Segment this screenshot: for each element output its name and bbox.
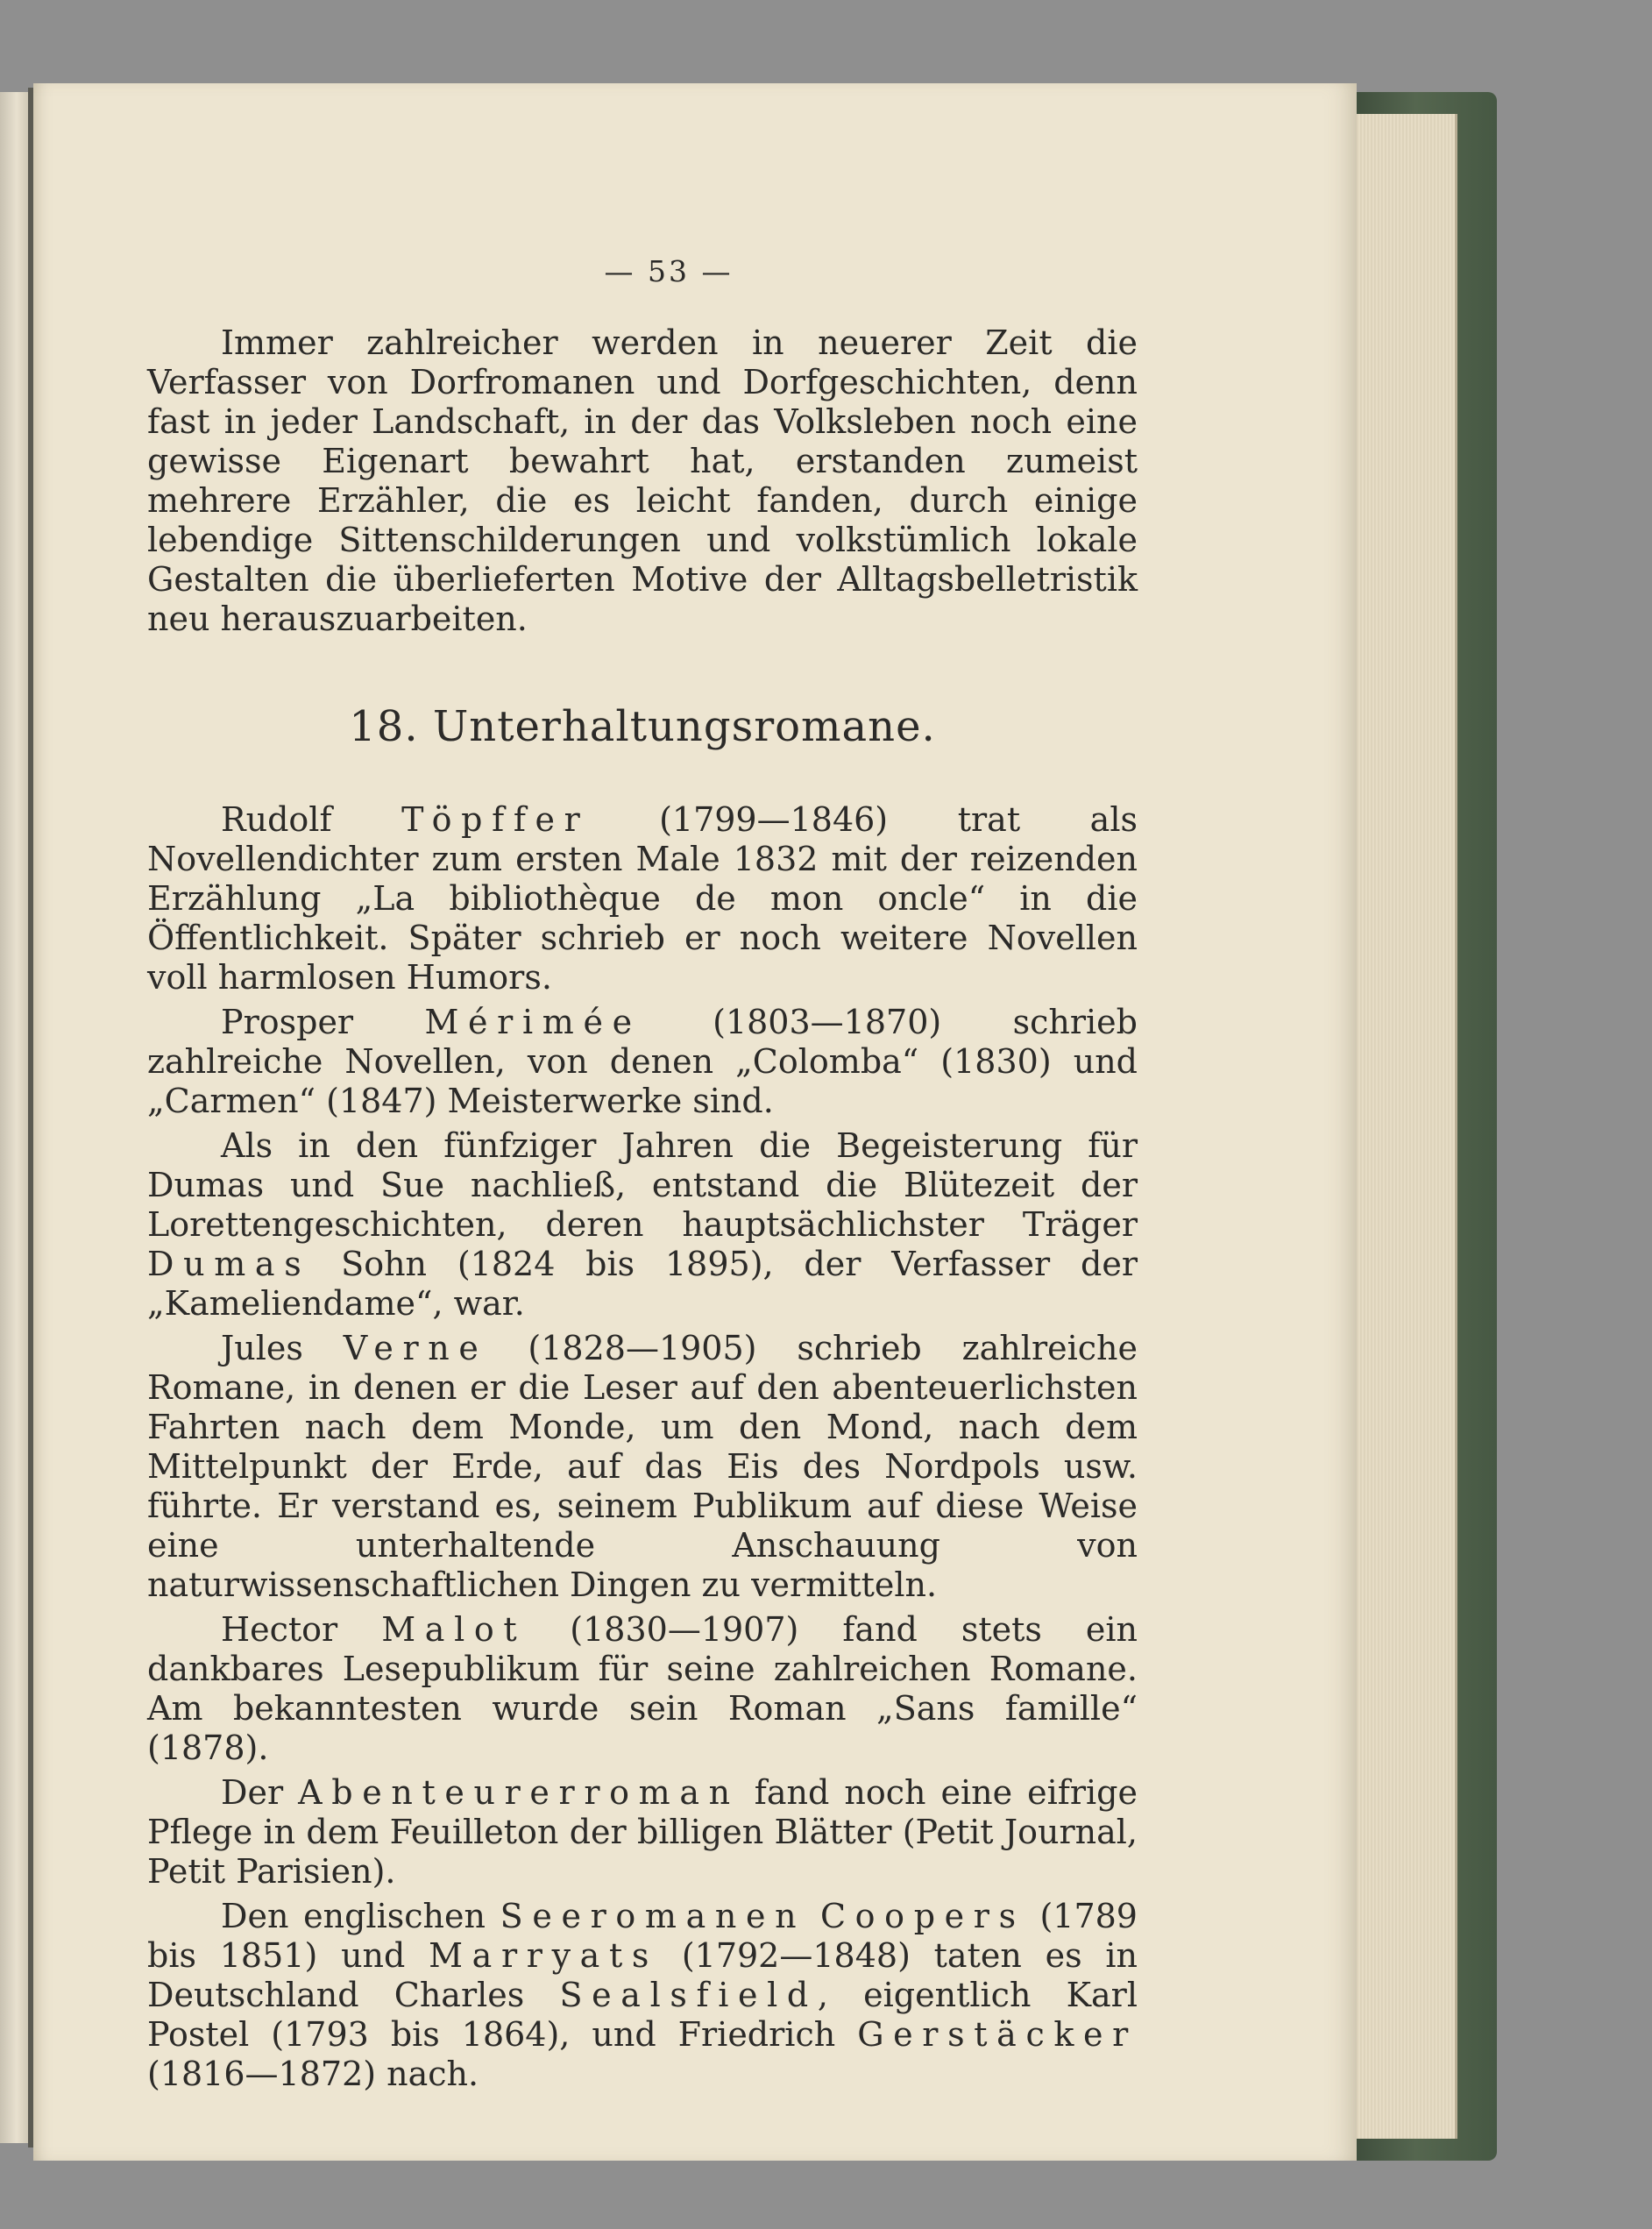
text-run: (1828—1905) schrieb zahlreiche Romane, in denen er die Leser auf den abenteuerlichsten Fahrten nach dem Monde, um den Mond, nach dem Mittelpunkt der Erde, auf das Eis des Nordpols usw. führte. Er verstand es, seinem Publikum auf diese Weise eine unterhaltende Anschauung von naturwissenschaftlichen Dingen zu vermitteln.	[147, 1329, 1138, 1604]
paragraph-malot	[147, 1610, 1138, 1768]
text-run: (1799—1846) trat als Novellendichter zum ersten Male 1832 mit der reizenden Erzählung „La bibliothèque de mon oncle“ in die Öffentlichkeit. Später schrieb er noch weitere Novellen voll harmlosen Humors.	[147, 800, 1138, 997]
spaced-name: Coopers	[819, 1897, 1025, 1935]
paragraph-verne	[147, 1329, 1138, 1605]
page-stack-edge	[1341, 114, 1457, 2139]
paragraph-intro: Immer zahlreicher werden in neuerer Zeit die Verfasser von Dorfromanen und Dorfgeschichten, denn fast in jeder Landschaft, in der das Volksleben noch eine gewisse Eigenart bewahrt hat, erstanden zumeist mehrere Erzähler, die es leicht fanden, durch einige lebendige Sittenschilderungen und volkstümlich lokale Gestalten die überlieferten Motive der Alltagsbelletristik neu herauszuarbeiten.	[147, 323, 1138, 638]
text-run: (1789 bis 1851) und	[147, 1897, 1138, 1975]
spaced-name: Mérimée	[424, 1003, 642, 1041]
spaced-name: Sealsfield	[559, 1976, 818, 2014]
spaced-name: Marryats	[429, 1936, 659, 1975]
text-run: Sohn (1824 bis 1895), der Verfasser der „Kameliendame“, war.	[147, 1245, 1138, 1323]
spaced-term: Seeromanen	[500, 1897, 806, 1935]
text-run: Den englischen	[221, 1897, 500, 1935]
spaced-name: Verne	[343, 1329, 488, 1367]
paragraph-merimee	[147, 1003, 1138, 1121]
spaced-name: Gerstäcker	[857, 2015, 1138, 2054]
paragraph-toepffer	[147, 800, 1138, 997]
text-run: (1830—1907) fand stets ein dankbares Lesepublikum für seine zahlreichen Romane. Am bekanntesten wurde sein Roman „Sans famille“ (1878).	[147, 1610, 1138, 1767]
text-run: Als in den fünfziger Jahren die Begeisterung für Dumas und Sue nachließ, entstand die Blütezeit der Lorettengeschichten, deren hauptsächlichster Träger	[147, 1126, 1138, 1244]
section-title: 18. Unterhaltungsromane.	[349, 702, 936, 751]
text-run: Prosper	[221, 1003, 425, 1041]
text-run: (1803—1870) schrieb zahlreiche Novellen, von denen „Colomba“ (1830) und „Carmen“ (1847) Meisterwerke sind.	[147, 1003, 1138, 1120]
spaced-name: Dumas	[147, 1245, 311, 1283]
text-run: (1816—1872) nach.	[147, 2055, 479, 2093]
text-block	[147, 254, 1138, 2094]
text-run: Hector	[221, 1610, 382, 1649]
paragraph-seeromane	[147, 1897, 1138, 2094]
text-run: Jules	[221, 1329, 344, 1367]
text-run: (1792—1848) taten es in Deutschland Charles	[147, 1936, 1138, 2014]
text-run: Rudolf	[221, 800, 402, 839]
text-run: fand noch eine eifrige Pflege in dem Feuilleton der billigen Blätter (Petit Journal, Petit Parisien).	[147, 1773, 1138, 1891]
spaced-name: Malot	[381, 1610, 527, 1649]
text-run: , eigentlich Karl Postel (1793 bis 1864), und Friedrich	[147, 1976, 1138, 2054]
paragraph-dumas	[147, 1126, 1138, 1324]
page-number: — 53 —	[604, 254, 734, 288]
spaced-term: Abenteurerroman	[298, 1773, 740, 1812]
left-page-edge	[0, 92, 28, 2143]
spaced-name: Töpffer	[401, 800, 590, 839]
text-run: Der	[221, 1773, 299, 1812]
text-run	[805, 1897, 820, 1935]
book-page	[33, 83, 1357, 2161]
paragraph-abenteuerroman	[147, 1773, 1138, 1892]
